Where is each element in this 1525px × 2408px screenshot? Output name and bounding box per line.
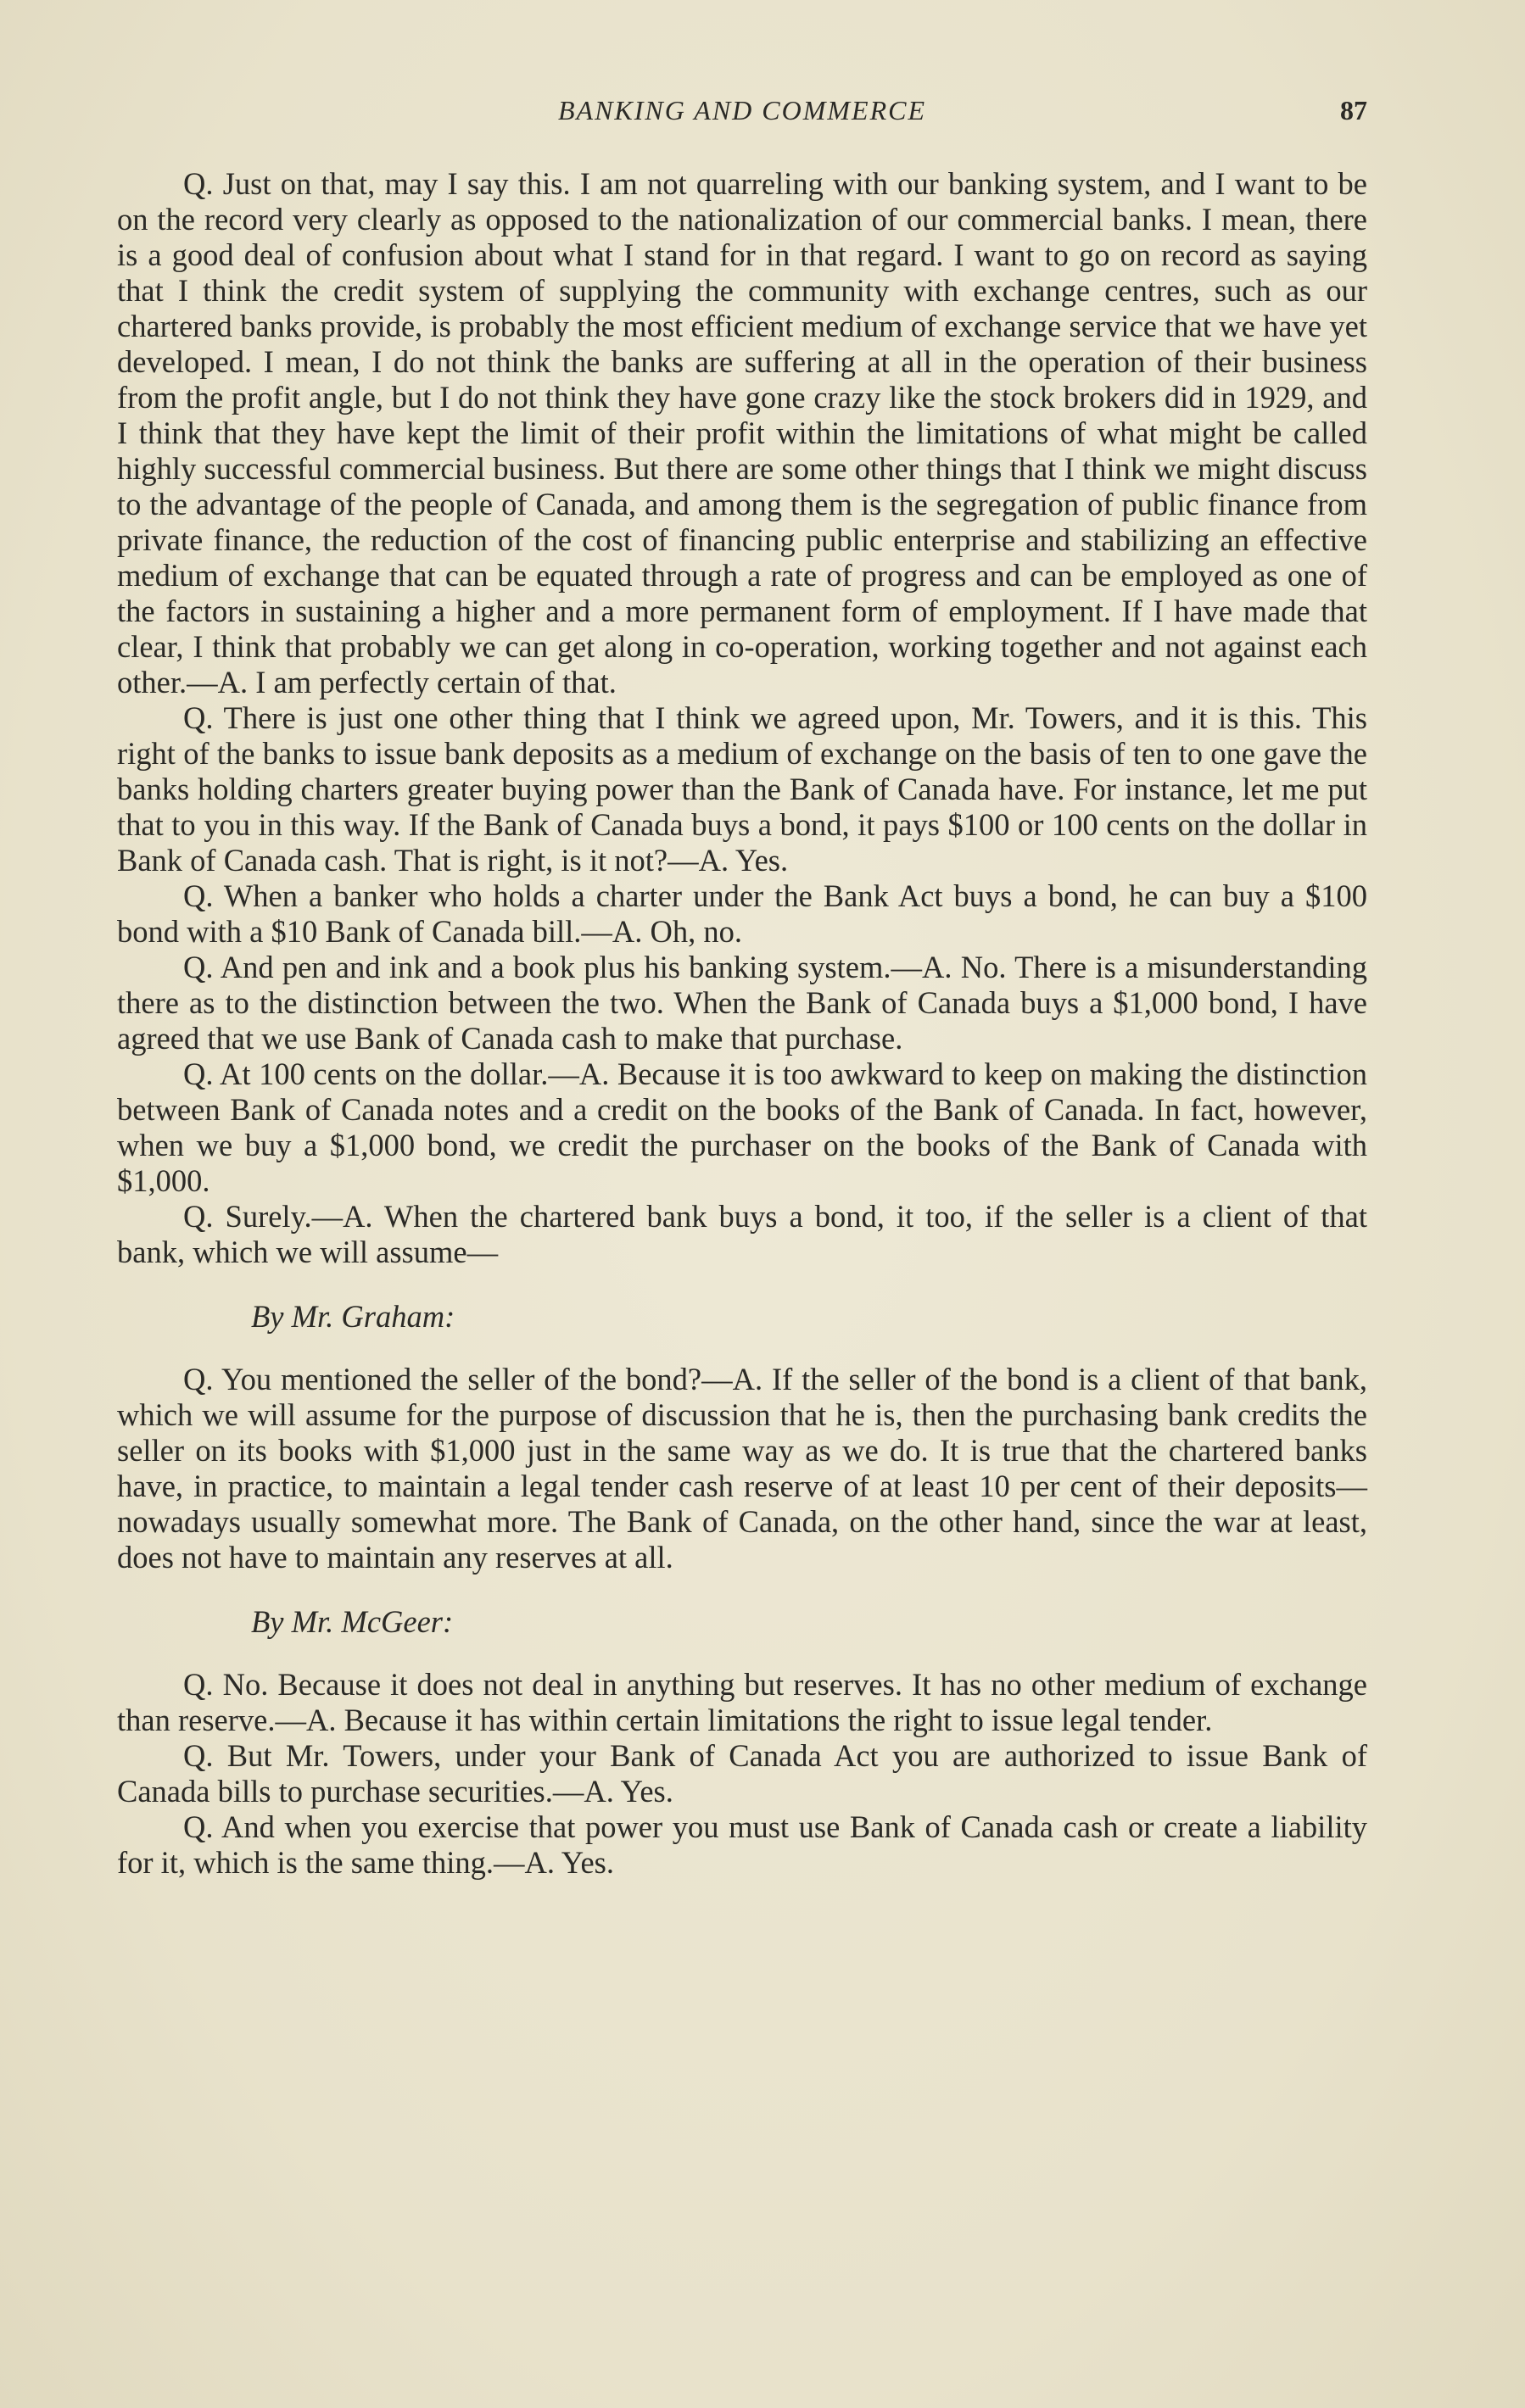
- paragraph-1: Q. Just on that, may I say this. I am not quarreling with our banking system, and I want to be on the record very clearly as opposed to the nationalization of our commercial banks. I mean, there is a good deal of confusion about what I stand for in that regard. I want to go on record as saying that I think the credit system of supplying the community with exchange centres, such as our chartered banks provide, is probably the most efficient medium of exchange service that we have yet developed. I mean, I do not think the banks are suffering at all in the operation of their business from the profit angle, but I do not think they have gone crazy like the stock brokers did in 1929, and I think that they have kept the limit of their profit within the limitations of what might be called highly successful commercial business. But there are some other things that I think we might discuss to the advantage of the people of Canada, and among them is the segregation of public finance from private finance, the reduction of the cost of financing public enterprise and stabilizing an effective medium of exchange that can be equated through a rate of progress and can be employed as one of the factors in sustaining a higher and a more permanent form of employment. If I have made that clear, I think that probably we can get along in co-operation, working together and not against each other.—A. I am perfectly certain of that.: [117, 166, 1367, 700]
- paragraph-5: Q. At 100 cents on the dollar.—A. Because it is too awkward to keep on making the distinction between Bank of Canada notes and a credit on the books of the Bank of Canada. In fact, however, when we buy a $1,000 bond, we credit the purchaser on the books of the Bank of Canada with $1,000.: [117, 1056, 1367, 1198]
- paragraph-2: Q. There is just one other thing that I think we agreed upon, Mr. Towers, and it is this. This right of the banks to issue bank deposits as a medium of exchange on the basis of ten to one gave the banks holding charters greater buying power than the Bank of Canada have. For instance, let me put that to you in this way. If the Bank of Canada buys a bond, it pays $100 or 100 cents on the dollar in Bank of Canada cash. That is right, is it not?—A. Yes.: [117, 700, 1367, 878]
- paragraph-graham-1: Q. You mentioned the seller of the bond?—A. If the seller of the bond is a client of that bank, which we will assume for the purpose of discussion that he is, then the purchasing bank credits the seller on its books with $1,000 just in the same way as we do. It is true that the chartered banks have, in practice, to maintain a legal tender cash reserve of at least 10 per cent of their deposits—nowadays usually somewhat more. The Bank of Canada, on the other hand, since the war at least, does not have to maintain any reserves at all.: [117, 1362, 1367, 1575]
- paragraph-mcgeer-1: Q. No. Because it does not deal in anything but reserves. It has no other medium of exchange than reserve.—A. Because it has within certain limitations the right to issue legal tender.: [117, 1667, 1367, 1737]
- paragraph-mcgeer-3: Q. And when you exercise that power you must use Bank of Canada cash or create a liability for it, which is the same thing.—A. Yes.: [117, 1809, 1367, 1880]
- speaker-heading-graham: By Mr. Graham:: [251, 1299, 455, 1334]
- page-header: [117, 95, 1367, 137]
- running-head: BANKING AND COMMERCE: [557, 95, 927, 125]
- speaker-heading-mcgeer: By Mr. McGeer:: [251, 1604, 454, 1639]
- paragraph-4: Q. And pen and ink and a book plus his banking system.—A. No. There is a misunderstanding there as to the distinction between the two. When the Bank of Canada buys a $1,000 bond, I have agreed that we use Bank of Canada cash to make that purchase.: [117, 950, 1367, 1056]
- page-body: [117, 166, 1367, 1881]
- page-number: 87: [1340, 95, 1367, 125]
- paragraph-3: Q. When a banker who holds a charter under the Bank Act buys a bond, he can buy a $100 bond with a $10 Bank of Canada bill.—A. Oh, no.: [117, 878, 1367, 949]
- paragraph-6: Q. Surely.—A. When the chartered bank buys a bond, it too, if the seller is a client of that bank, which we will assume—: [117, 1199, 1367, 1269]
- paragraph-mcgeer-2: Q. But Mr. Towers, under your Bank of Canada Act you are authorized to issue Bank of Canada bills to purchase securities.—A. Yes.: [117, 1738, 1367, 1809]
